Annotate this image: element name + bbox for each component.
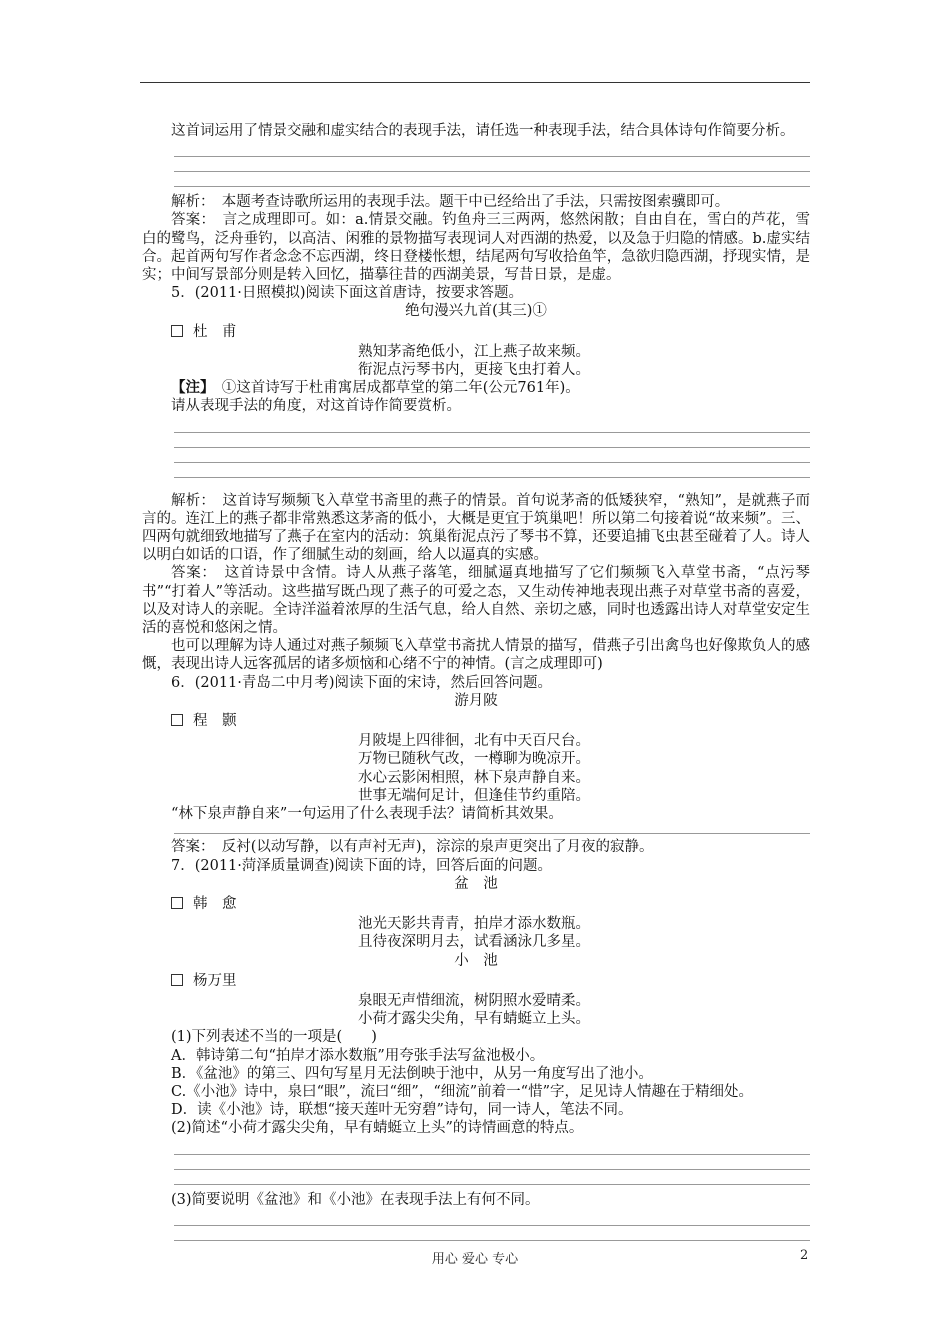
q7-option-c: C.《小池》诗中，泉曰“眼”，流曰“细”，“细流”前着一“惜”字，足见诗人情趣在于精细处。 <box>171 1083 753 1100</box>
q4-analysis: 解析： 本题考查诗歌所运用的表现手法。题干中已经给出了手法，只需按图索骥即可。 <box>171 194 730 211</box>
q7-poem1-title: 盆 池 <box>454 875 498 892</box>
q7-poem2-author: 杨万里 <box>142 972 810 990</box>
q6-stem: 6．(2011·青岛二中月考)阅读下面的宋诗，然后回答问题。 <box>171 674 553 691</box>
answer-lines <box>142 823 810 834</box>
q7-poem1-author: 韩 愈 <box>142 895 810 913</box>
checkbox-icon <box>171 714 183 726</box>
q6-question: “林下泉声静自来”一句运用了什么表现手法？请简析其效果。 <box>171 806 563 823</box>
q6-poem-title: 游月陂 <box>454 692 498 709</box>
q7-stem: 7．(2011·菏泽质量调查)阅读下面的诗，回答后面的问题。 <box>171 857 553 874</box>
q4-answer: 答案： 言之成理即可。如：a.情景交融。钓鱼舟三三两两，悠然闲散；自由自在，雪白的芦花，雪白的鹭鸟，泛舟垂钓，以高洁、闲雅的景物描写表现词人对西湖的热爱，以及急于归隐的情感。b.虚实结合。起首两句写作者念念不忘西湖，终日登楼怅想，结尾两句写收拾鱼竿，急欲归隐西湖，抒现实情，是实；中间写景部分则是转入回忆，描摹往昔的西湖美景，写昔日景，是虚。 <box>142 212 810 284</box>
q7-option-b: B．《盆池》的第三、四句写星月无法倒映于池中，从另一角度写出了池小。 <box>171 1065 653 1082</box>
q7-poem2-verse: 小荷才露尖尖角，早有蜻蜓立上头。 <box>358 1011 590 1028</box>
q7-poem2-title: 小 池 <box>454 952 498 969</box>
checkbox-icon <box>171 897 183 909</box>
q5-stem: 5．(2011·日照模拟)阅读下面这首唐诗，按要求答题。 <box>171 285 524 302</box>
q5-poem-title: 绝句漫兴九首(其三)① <box>405 303 547 320</box>
q5-verse: 熟知茅斋绝低小，江上燕子故来频。 <box>358 343 590 360</box>
q5-question: 请从表现手法的角度，对这首诗作简要赏析。 <box>171 398 461 415</box>
q5-answer: 答案： 这首诗景中含情。诗人从燕子落笔，细腻逼真地描写了它们频频飞入草堂书斋，“点污琴书”“打着人”等活动。这些描写既凸现了燕子的可爱之态，又生动传神地表现出燕子对草堂书斋的喜爱，以及对诗人的亲昵。全诗洋溢着浓厚的生活气息，给人自然、亲切之感，同时也透露出诗人对草堂安定生活的喜悦和悠闲之情。 <box>142 565 810 637</box>
q6-author: 程 颢 <box>142 712 810 730</box>
q6-verse: 月陂堤上四徘徊，北有中天百尺台。 <box>358 733 590 750</box>
q5-verse: 衔泥点污琴书内，更接飞虫打着人。 <box>358 362 590 379</box>
q7-sub1: (1)下列表述不当的一项是( ) <box>171 1029 377 1046</box>
page-number: 2 <box>800 1248 809 1263</box>
q5-note: 【注】 ①这首诗写于杜甫寓居成都草堂的第二年(公元761年)。 <box>171 379 580 397</box>
answer-lines <box>142 1144 810 1185</box>
q7-sub2: (2)简述“小荷才露尖尖角，早有蜻蜓立上头”的诗情画意的特点。 <box>171 1120 584 1137</box>
answer-lines <box>142 146 810 187</box>
document-body <box>142 122 810 1247</box>
header-rule <box>140 82 810 83</box>
q6-answer: 答案： 反衬(以动写静，以有声衬无声)，淙淙的泉声更突出了月夜的寂静。 <box>171 839 654 856</box>
q5-answer-alt: 也可以理解为诗人通过对燕子频频飞入草堂书斋扰人情景的描写，借燕子引出禽鸟也好像欺负人的感慨，表现出诗人远客孤居的诸多烦恼和心绪不宁的神情。(言之成理即可) <box>142 638 810 673</box>
q7-option-d: D．读《小池》诗，联想“接天莲叶无穷碧”诗句，同一诗人，笔法不同。 <box>171 1102 633 1119</box>
q6-verse: 世事无端何足计，但逢佳节约重陪。 <box>358 787 590 804</box>
answer-lines <box>142 1215 810 1241</box>
q7-poem2-verse: 泉眼无声惜细流，树阴照水爱晴柔。 <box>358 992 590 1009</box>
q7-poem1-verse: 且待夜深明月去，试看涵泳几多星。 <box>358 934 590 951</box>
q7-poem1-verse: 池光天影共青青，拍岸才添水数瓶。 <box>358 916 590 933</box>
q7-option-a: A．韩诗第二句“拍岸才添水数瓶”用夸张手法写盆池极小。 <box>171 1047 545 1064</box>
q5-analysis: 解析： 这首诗写频频飞入草堂书斋里的燕子的情景。首句说茅斋的低矮狭窄，“熟知”，是就燕子而言的。连江上的燕子都非常熟悉这茅斋的低小，大概是更宜于筑巢吧！所以第二句接着说“故来频”。三、四两句就细致地描写了燕子在室内的活动：筑巢衔泥点污了琴书不算，还要追捕飞虫甚至碰着了人。诗人以明白如话的口语，作了细腻生动的刻画，给人以逼真的实感。 <box>142 492 810 564</box>
answer-lines <box>142 422 810 478</box>
footer-motto: 用心 爱心 专心 <box>431 1252 519 1267</box>
checkbox-icon <box>171 974 183 986</box>
q6-verse: 万物已随秋气改，一樽聊为晚凉开。 <box>358 751 590 768</box>
q4-question: 这首词运用了情景交融和虚实结合的表现手法，请任选一种表现手法，结合具体诗句作简要分析。 <box>171 123 795 139</box>
q7-sub3: (3)简要说明《盆池》和《小池》在表现手法上有何不同。 <box>171 1191 540 1208</box>
q6-verse: 水心云影闲相照，林下泉声静自来。 <box>358 769 590 786</box>
q5-author: 杜 甫 <box>142 323 810 341</box>
checkbox-icon <box>171 325 183 337</box>
